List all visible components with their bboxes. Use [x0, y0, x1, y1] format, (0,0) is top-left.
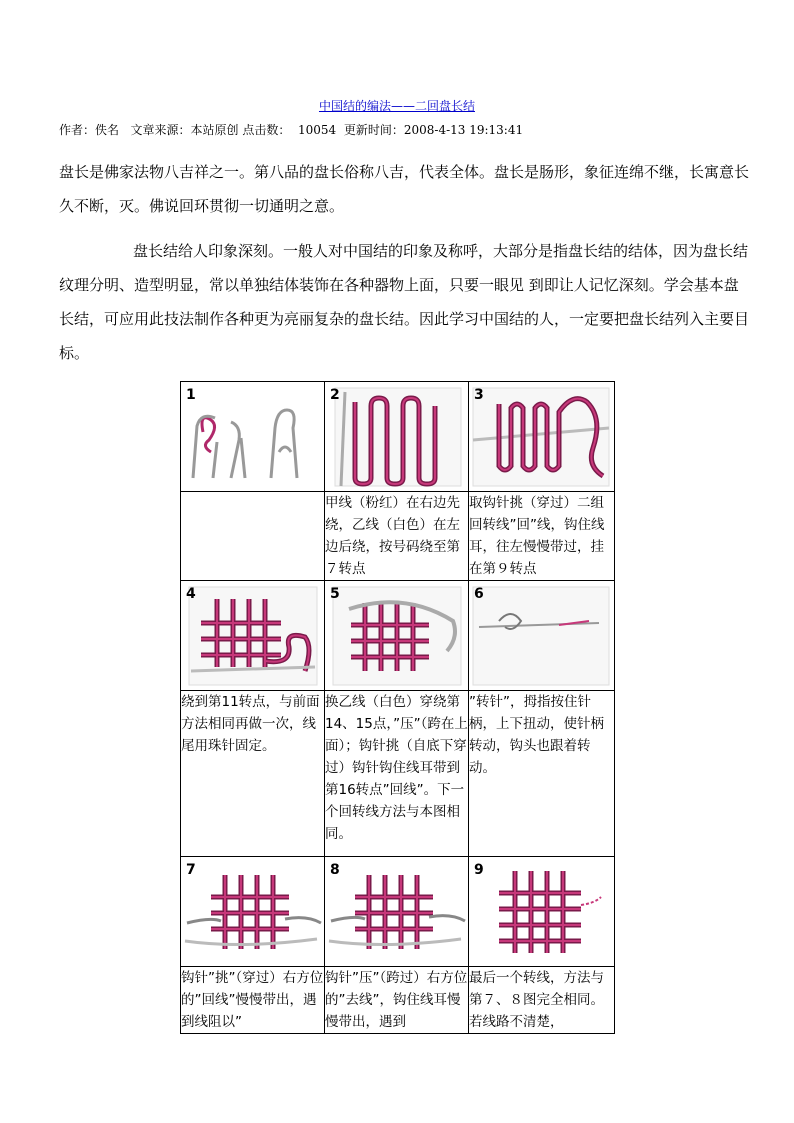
knot-diagram-9: [469, 857, 614, 966]
article-title[interactable]: [0, 97, 794, 114]
step-image-6: [469, 581, 615, 691]
step-number: 6: [474, 586, 484, 602]
step-number: 5: [330, 586, 340, 602]
hits-label: 点击数：: [242, 123, 291, 137]
article-meta: [59, 121, 523, 138]
step-image-3: [469, 382, 615, 492]
article-title-link[interactable]: 中国结的编法——二回盘长结: [318, 99, 475, 113]
step-image-1: [181, 382, 325, 492]
knot-diagram-7: [181, 857, 324, 966]
step-number: 7: [186, 862, 196, 878]
step-caption-9: 最后一个转线，方法与第７、８图完全相同。若线路不清楚，: [469, 967, 615, 1034]
step-number: 3: [474, 387, 484, 403]
author-label: 作者：: [59, 123, 96, 137]
hits-value: 10054: [298, 123, 337, 137]
knot-diagram-5: [325, 581, 468, 690]
step-image-9: [469, 857, 615, 967]
step-caption-8: 钩针”压”（跨过）右方位的”去线”，钩住线耳慢慢带出，遇到: [325, 967, 469, 1034]
step-number: 8: [330, 862, 340, 878]
intro-paragraph: 盘长是佛家法物八吉祥之一。第八品的盘长俗称八吉，代表全体。盘长是肠形，象征连绵不继，长寓意长久不断，灭。佛说回环贯彻一切通明之意。: [59, 163, 750, 215]
knot-diagram-2: [325, 382, 468, 491]
step-caption-3: 取钩针挑（穿过）二组回转线”回”线，钩住线耳，往左慢慢带过，挂在第９转点: [469, 492, 615, 581]
author-value: 佚名: [95, 123, 120, 137]
step-number: 4: [186, 586, 196, 602]
knot-diagram-3: [469, 382, 614, 491]
step-image-4: [181, 581, 325, 691]
knot-diagram-8: [325, 857, 468, 966]
step-caption-2: 甲线（粉红）在右边先绕，乙线（白色）在左边后绕，按号码绕至第７转点: [325, 492, 469, 581]
source-value: 本站原创: [190, 123, 239, 137]
step-number: 1: [186, 387, 196, 403]
body-paragraph: 盘长结给人印象深刻。一般人对中国结的印象及称呼，大部分是指盘长结的结体，因为盘长结纹理分明、造型明显，常以单独结体装饰在各种器物上面，只要一眼见 到即让人记忆深刻。学会基本盘长结，可应用此技法制作各种更为亮丽复杂的盘长结。因此学习中国结的人，一定要把盘长结列入主要目标。: [59, 242, 750, 362]
knot-diagram-4: [181, 581, 324, 690]
source-label: 文章来源：: [130, 123, 191, 137]
steps-table: [180, 381, 615, 1034]
step-caption-4: 绕到第11转点，与前面方法相同再做一次，线尾用珠针固定。: [181, 691, 325, 857]
step-caption-1: [181, 492, 325, 581]
updated-label: 更新时间：: [343, 123, 404, 137]
step-number: 9: [474, 862, 484, 878]
step-caption-5: 换乙线（白色）穿绕第14、15点，”压”（跨在上面）；钩针挑（自底下穿过）钩针钩住线耳带到第16转点”回线”。下一个回转线方法与本图相同。: [325, 691, 469, 857]
step-image-2: [325, 382, 469, 492]
knot-diagram-1: [181, 382, 324, 491]
step-caption-6: ”转针”，拇指按住针柄，上下扭动，使针柄转动，钩头也跟着转动。: [469, 691, 615, 857]
knot-diagram-6: [469, 581, 614, 690]
step-image-7: [181, 857, 325, 967]
step-image-5: [325, 581, 469, 691]
step-caption-7: 钩针”挑”（穿过）右方位的”回线”慢慢带出，遇到线阻以”: [181, 967, 325, 1034]
updated-value: 2008-4-13 19:13:41: [403, 123, 524, 137]
step-number: 2: [330, 387, 340, 403]
step-image-8: [325, 857, 469, 967]
